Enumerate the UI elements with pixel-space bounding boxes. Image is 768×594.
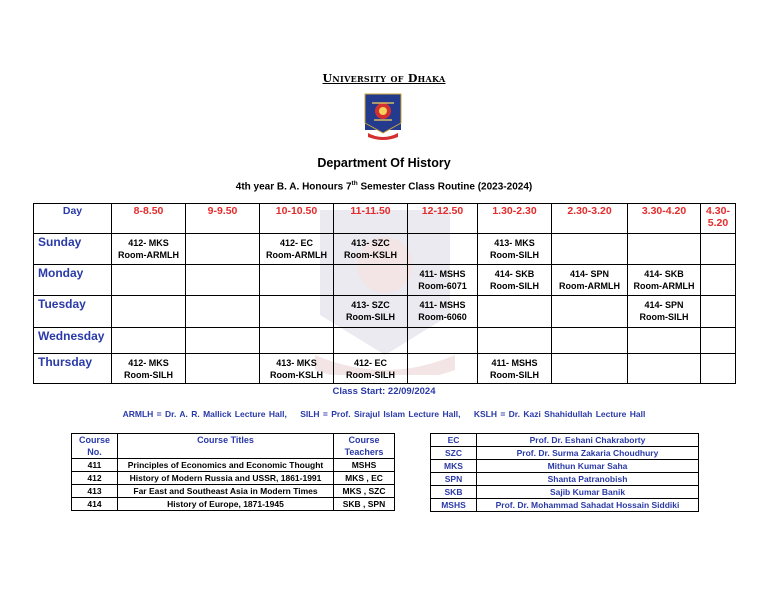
teacher-row — [431, 434, 699, 447]
legend-kslh: KSLH = Dr. Kazi Shahidullah Lecture Hall — [473, 409, 646, 419]
time-slot-header: 8-8.50 — [112, 204, 186, 234]
course-cell: History of Modern Russia and USSR, 1861-1991 — [118, 472, 334, 485]
department-title: Department Of History — [317, 156, 451, 170]
course-header: Course No. — [72, 434, 118, 459]
class-slot — [628, 354, 701, 384]
course-row — [72, 498, 395, 511]
teacher-name: Shanta Patranobish — [477, 473, 699, 486]
teacher-code: SKB — [431, 486, 477, 499]
class-slot — [334, 354, 408, 384]
course-cell: History of Europe, 1871-1945 — [118, 498, 334, 511]
course-cell: MKS , EC — [334, 472, 395, 485]
class-slot — [334, 265, 408, 296]
class-slot-text: 413- SZC Room-SILH — [346, 300, 395, 322]
class-slot — [478, 296, 552, 328]
class-start: Class Start: 22/09/2024 — [332, 386, 436, 397]
class-slot — [112, 296, 186, 328]
class-slot — [628, 328, 701, 354]
class-slot — [478, 265, 552, 296]
teacher-row — [431, 499, 699, 512]
class-slot — [186, 234, 260, 265]
class-slot-text: 414- SPN Room-ARMLH — [559, 269, 620, 291]
teacher-name: Mithun Kumar Saha — [477, 460, 699, 473]
course-cell: 412 — [72, 472, 118, 485]
teacher-code: MKS — [431, 460, 477, 473]
time-slot-header: 11-11.50 — [334, 204, 408, 234]
class-slot — [186, 265, 260, 296]
class-slot — [112, 234, 186, 265]
time-slot-header: 12-12.50 — [408, 204, 478, 234]
class-slot-text: 411- MSHS Room-SILH — [490, 358, 539, 380]
day-label: Tuesday — [34, 296, 112, 328]
class-slot — [186, 328, 260, 354]
course-cell: 411 — [72, 459, 118, 472]
class-slot — [334, 328, 408, 354]
time-slot-header: 3.30-4.20 — [628, 204, 701, 234]
time-slot-header: 10-10.50 — [260, 204, 334, 234]
class-slot — [112, 265, 186, 296]
class-slot — [701, 234, 736, 265]
class-slot — [408, 296, 478, 328]
teacher-name: Prof. Dr. Eshani Chakraborty — [477, 434, 699, 447]
day-label: Wednesday — [34, 328, 112, 354]
legend-armlh: ARMLH = Dr. A. R. Mallick Lecture Hall, — [122, 409, 287, 419]
routine-row-sunday — [34, 234, 736, 265]
class-slot-text: 412- MKS Room-SILH — [124, 358, 173, 380]
teacher-code: SPN — [431, 473, 477, 486]
class-slot-text: 414- SKB Room-SILH — [490, 269, 539, 291]
day-header: Day — [34, 204, 112, 234]
course-row — [72, 459, 395, 472]
university-crest-icon — [364, 93, 402, 141]
class-slot-text: 414- SKB Room-ARMLH — [633, 269, 695, 291]
class-slot — [408, 354, 478, 384]
course-cell: Far East and Southeast Asia in Modern Times — [118, 485, 334, 498]
course-cell: MSHS — [334, 459, 395, 472]
class-slot — [260, 328, 334, 354]
class-slot — [186, 354, 260, 384]
teacher-row — [431, 473, 699, 486]
routine-title: 4th year B. A. Honours 7th Semester Class Routine (2023-2024) — [235, 180, 533, 193]
class-slot — [552, 328, 628, 354]
class-slot — [701, 296, 736, 328]
class-slot — [478, 328, 552, 354]
class-routine-table — [33, 203, 736, 384]
teacher-code: MSHS — [431, 499, 477, 512]
teacher-row — [431, 447, 699, 460]
class-slot — [552, 354, 628, 384]
class-slot — [701, 328, 736, 354]
teacher-code: EC — [431, 434, 477, 447]
teacher-code: SZC — [431, 447, 477, 460]
university-title: University of Dhaka — [322, 72, 446, 85]
routine-row-tuesday — [34, 296, 736, 328]
class-slot — [552, 296, 628, 328]
course-row — [72, 485, 395, 498]
class-slot-text: 413- MKS Room-KSLH — [270, 358, 323, 380]
class-slot — [628, 265, 701, 296]
legend-silh: SILH = Prof. Sirajul Islam Lecture Hall, — [300, 409, 461, 419]
class-slot-text: 412- EC Room-ARMLH — [266, 238, 327, 260]
routine-header-row — [34, 204, 736, 234]
class-slot — [552, 234, 628, 265]
class-slot-text: 413- MKS Room-SILH — [490, 238, 539, 260]
class-slot-text: 413- SZC Room-KSLH — [344, 238, 397, 260]
time-slot-header: 2.30-3.20 — [552, 204, 628, 234]
hall-legend — [0, 409, 768, 419]
course-cell: 414 — [72, 498, 118, 511]
day-label: Monday — [34, 265, 112, 296]
class-slot — [260, 354, 334, 384]
teacher-name: Sajib Kumar Banik — [477, 486, 699, 499]
routine-row-wednesday — [34, 328, 736, 354]
class-slot — [260, 234, 334, 265]
teacher-row — [431, 486, 699, 499]
class-slot — [186, 296, 260, 328]
course-cell: MKS , SZC — [334, 485, 395, 498]
teacher-table — [430, 433, 699, 512]
class-slot — [552, 265, 628, 296]
time-slot-header: 4.30-5.20 — [701, 204, 736, 234]
class-slot — [408, 328, 478, 354]
class-slot-text: 411- MSHS Room-6071 — [418, 269, 467, 291]
class-slot-text: 412- EC Room-SILH — [346, 358, 395, 380]
day-label: Sunday — [34, 234, 112, 265]
teacher-row — [431, 460, 699, 473]
teacher-name: Prof. Dr. Mohammad Sahadat Hossain Siddiki — [477, 499, 699, 512]
course-cell: Principles of Economics and Economic Thought — [118, 459, 334, 472]
class-slot — [628, 234, 701, 265]
day-label: Thursday — [34, 354, 112, 384]
class-slot — [408, 265, 478, 296]
class-slot — [408, 234, 478, 265]
class-slot — [701, 265, 736, 296]
class-slot-text: 412- MKS Room-ARMLH — [118, 238, 179, 260]
time-slot-header: 1.30-2.30 — [478, 204, 552, 234]
class-slot — [112, 354, 186, 384]
class-slot — [334, 234, 408, 265]
class-slot — [628, 296, 701, 328]
time-slot-header: 9-9.50 — [186, 204, 260, 234]
teacher-name: Prof. Dr. Surma Zakaria Choudhury — [477, 447, 699, 460]
routine-row-monday — [34, 265, 736, 296]
course-header: Course Teachers — [334, 434, 395, 459]
course-table — [71, 433, 395, 511]
class-slot — [112, 328, 186, 354]
course-header: Course Titles — [118, 434, 334, 459]
course-cell: SKB , SPN — [334, 498, 395, 511]
class-slot — [260, 296, 334, 328]
class-slot-text: 414- SPN Room-SILH — [639, 300, 689, 322]
course-row — [72, 472, 395, 485]
class-slot — [478, 234, 552, 265]
routine-row-thursday — [34, 354, 736, 384]
class-slot — [701, 354, 736, 384]
course-cell: 413 — [72, 485, 118, 498]
class-slot-text: 411- MSHS Room-6060 — [418, 300, 467, 322]
class-slot — [334, 296, 408, 328]
class-slot — [478, 354, 552, 384]
class-slot — [260, 265, 334, 296]
